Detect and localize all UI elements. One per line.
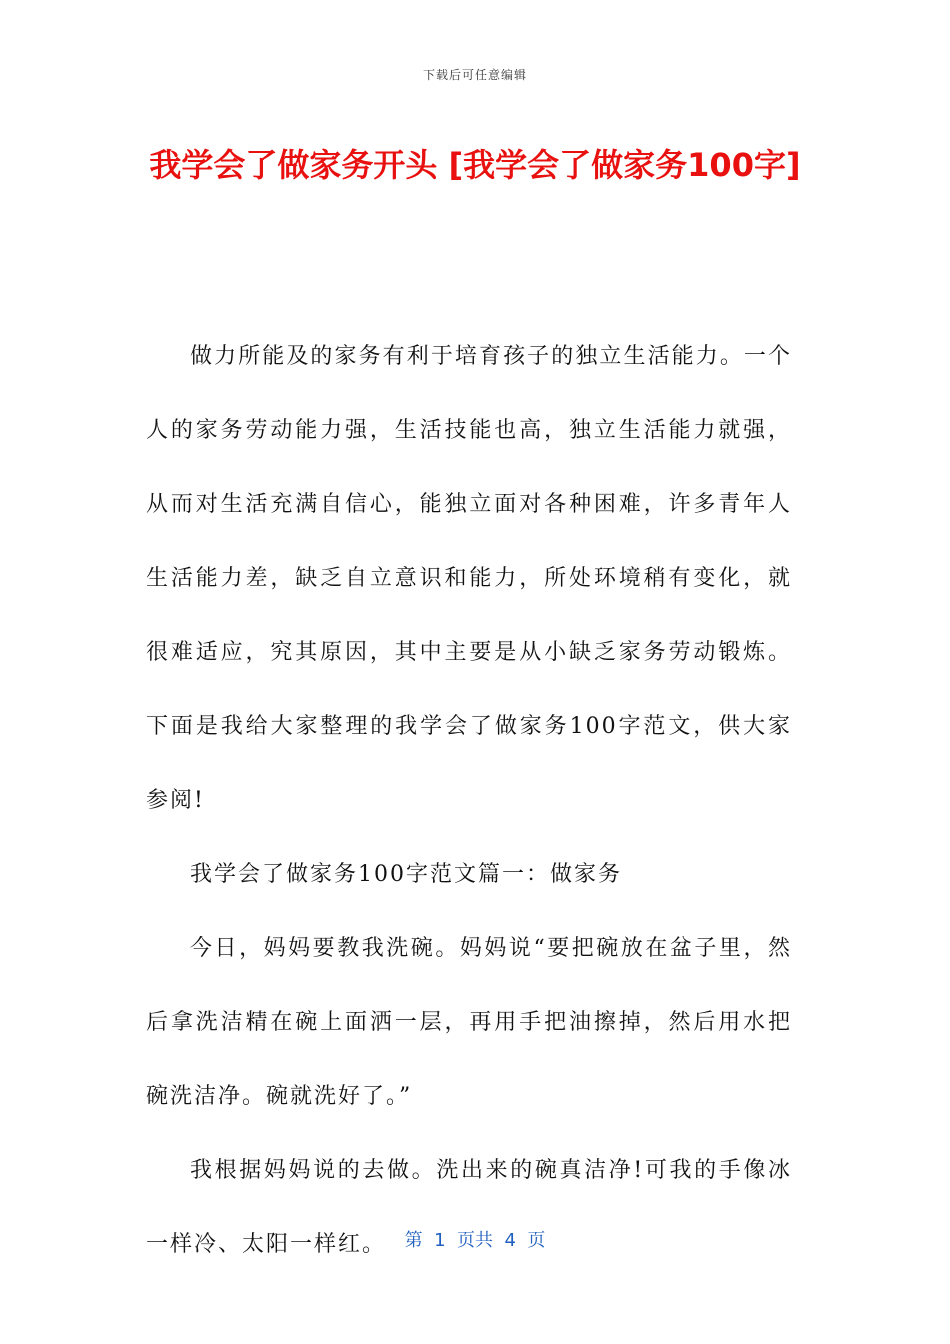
document-body bbox=[146, 320, 792, 1282]
page-indicator: 第 1 页共 4 页 bbox=[404, 1230, 546, 1251]
paragraph-mom-teaches: 今日，妈妈要教我洗碗。妈妈说“要把碗放在盆子里，然后拿洗洁精在碗上面洒一层，再用手把油擦掉，然后用水把碗洗洁净。碗就洗好了。” bbox=[146, 936, 792, 1109]
header-note: 下载后可任意编辑 bbox=[422, 68, 527, 82]
paragraph-section-heading: 我学会了做家务100字范文篇一：做家务 bbox=[190, 862, 622, 887]
document-title: 我学会了做家务开头 [我学会了做家务100字] bbox=[149, 146, 801, 184]
paragraph-result: 我根据妈妈说的去做。洗出来的碗真洁净!可我的手像冰一样冷、太阳一样红。 bbox=[146, 1158, 792, 1257]
paragraph-intro: 做力所能及的家务有利于培育孩子的独立生活能力。一个人的家务劳动能力强，生活技能也高，独立生活能力就强，从而对生活充满自信心，能独立面对各种困难，许多青年人生活能力差，缺乏自立意识和能力，所处环境稍有变化，就很难适应，究其原因，其中主要是从小缺乏家务劳动锻炼。下面是我给大家整理的我学会了做家务100字范文，供大家参阅! bbox=[146, 344, 792, 813]
